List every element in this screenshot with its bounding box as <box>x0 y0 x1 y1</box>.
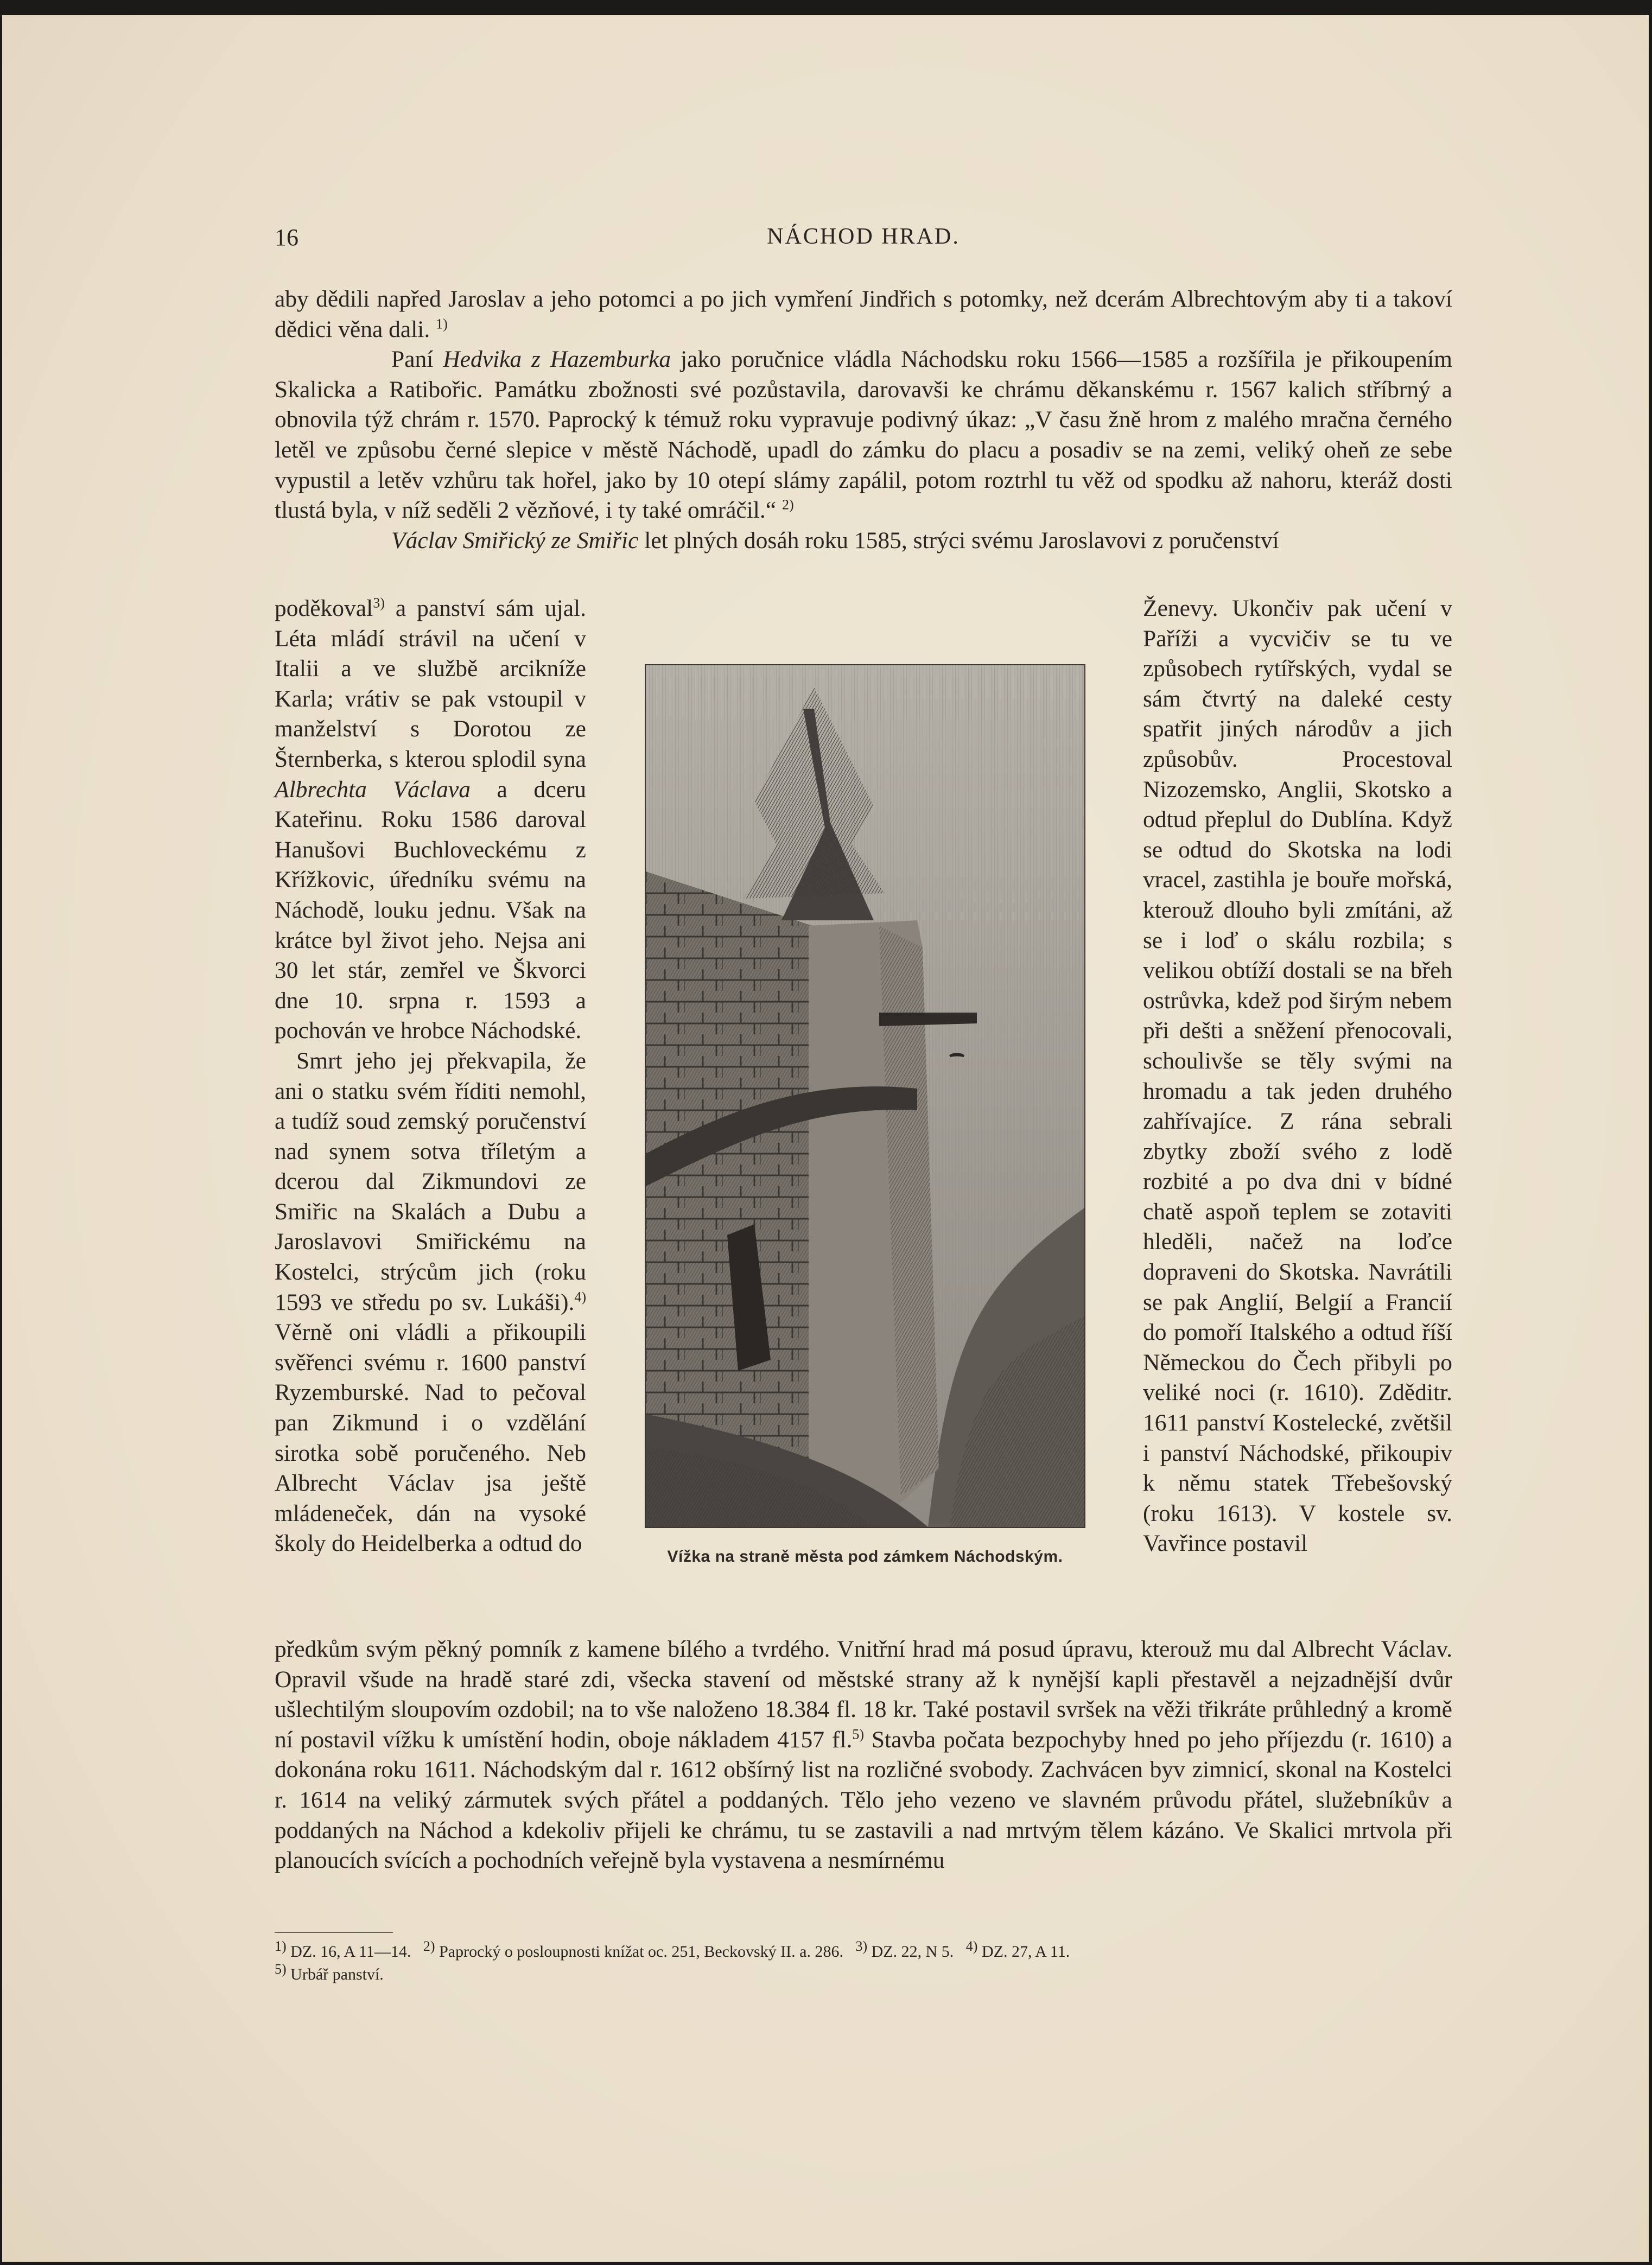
page-header <box>275 224 1452 256</box>
paragraph: poděkoval$^{3)}$ a panství sám ujal. Léta mládí strávil na učení v Italii a ve službě arcikníže Karla; vrátiv se pak vstoupil v manželství s Dorotou ze Šternberka, s kterou splodil syna Albrechta Václava a dceru Kateřinu. Roku 1586 daroval Hanušovi Buchloveckému z Křížkovic, úředníku svému na Náchodě, louku jednu. Však na krátce byl život jeho. Nejsa ani 30 let stár, zemřel ve Škvorci dne 10. srpna r. 1593 a pochován ve hrobce Náchodské. <box>275 595 587 1044</box>
paragraph: předkům svým pěkný pomník z kamene bílého a tvrdého. Vnitřní hrad má posud úpravu, kterouž mu dal Albrecht Václav. Opravil všude na hradě staré zdi, všecka stavení od městské strany až k nynější kapli přestavěl a nejzadnější dvůr ušlechtilým sloupovím ozdobil; na to vše naloženo 18.384 fl. 18 kr. Také postavil svršek na věži třikráte průhledný a kromě ní postavil vížku k umístění hodin, oboje nákladem 4157 fl.$^{5)}$ Stavba počata bezpochyby hned po jeho příjezdu (r. 1610) a dokonána roku 1611. Náchodským dal r. 1612 obšírný list na rozličné svobody. Zachvácen byv zimnicí, skonal na Kostelci r. 1614 na veliký zármutek svých přátel a poddaných. Tělo jeho vezeno ve slavném průvodu přátel, služebníkův a poddaných na Náchod a kdekoliv přijeli ke chrámu, tu se zastavili a nad mrtvým tělem kázáno. Ve Skalici mrtvola při planoucích svících a pochodních veřejně byla vystavena a nesmírnému <box>275 1636 1452 1874</box>
person-name: Hedvika z Hazemburka <box>443 346 671 373</box>
footnote-4: DZ. 27, A 11. <box>981 1943 1070 1961</box>
bottom-text <box>275 1634 1452 1876</box>
footnote-ref: 4) <box>574 1289 586 1305</box>
person-name: Václav Smiřický ze Smiřic <box>391 527 639 553</box>
footnote-2: Paprocký o posloupnosti knížat oc. 251, Beckovský II. a. 286. <box>439 1943 843 1961</box>
footnote-list: $^{1)}$ DZ. 16, A 11—14. $^{2)}$ Paprocký o posloupnosti knížat oc. 251, Beckovský II. a. 286. $^{3)}$ DZ. 22, N 5. $^{4)}$ DZ. 27, A 11. $^{5)}$ Urbář panství. <box>275 1938 1070 1983</box>
paragraph-hedvika: Paní Hedvika z Hazemburka jako poručnice vládla Náchodsku roku 1566—1585 a rozšířila je přikoupením Skalicka a Ratibořic. Památku zbožnosti své pozůstavila, darovavši ke chrámu děkanskému r. 1567 kalich stříbrný a obnovila týž chrám r. 1570. Paprocký k témuž roku vypravuje podivný úkaz: „V času žně hrom z malého mračna černého letěl ve způsobu černé slepice v městě Náchodě, upadl do zámku do placu a posadiv se na zemi, veliký oheň ze sebe vypustil a letěv vzhůru tak hořel, jako by 10 otepí slámy zapálil, potom roztrhl tu věž od spodku až nahoru, kteráž dosti tlustá byla, v níž seděli 2 vězňové, i ty také omráčil.“ $^{2)}$ <box>275 346 1453 524</box>
right-column <box>1143 594 1452 1559</box>
tower-wall-engraving <box>646 665 1084 1527</box>
top-text <box>275 284 1452 556</box>
paragraph: Ženevy. Ukončiv pak učení v Paříži a vycvičiv se tu ve způsobech rytířských, vydal se sám čtvrtý na daleké cesty spatřit jiných národův a jich způsobův. Procestoval Nizozemsko, Anglii, Skotsko a odtud přeplul do Dublína. Když se odtud do Skotska na lodi vracel, zastihla je bouře mořská, kterouž dlouho byli zmítáni, až se i loď o skálu rozbila; s velikou obtíží dostali se na břeh ostrůvka, kdež pod širým nebem při dešti a sněžení přenocovali, schoulivše se těly svými na hromadu a tak jeden druhého zahřívajíce. Z rána sebrali zbytky zboží svého z lodě rozbité a po dva dni v bídné chatě aspoň teplem se zotaviti hleděli, načež na loďce dopraveni do Skotska. Navrátili se pak Anglií, Belgií a Francií do pomoří Italského a odtud říší Německou do Čech přibyli po veliké noci (r. 1610). Zděditr. 1611 panství Kostelecké, zvětšil i panství Náchodské, přikoupiv k němu statek Třebešovský (roku 1613). V kostele sv. Vavřince postavil <box>1143 595 1452 1557</box>
footnote-ref: 5) <box>852 1726 864 1742</box>
engraving-illustration <box>645 664 1085 1528</box>
footnote-ref: 3) <box>373 595 385 611</box>
left-column <box>275 594 586 1559</box>
footnote-divider <box>275 1932 393 1933</box>
footnotes <box>275 1940 1452 1986</box>
book-page <box>2 15 1649 2262</box>
footnote-1: DZ. 16, A 11—14. <box>290 1943 411 1961</box>
figure-caption: Vížka na straně města pod zámkem Náchodským. <box>667 1548 1063 1566</box>
paragraph-vaclav: Václav Smiřický ze Smiřic let plných dosáh roku 1585, strýci svému Jaroslavovi z poručenství <box>391 527 1279 553</box>
paragraph-opening: aby dědili napřed Jaroslav a jeho potomci a po jich vymření Jindřich s potomky, než dcerám Albrechtovým aby ti a takoví dědici věna dali. $^{1)}$ <box>275 286 1452 342</box>
footnote-ref: 1) <box>436 316 448 332</box>
footnote-ref: 2) <box>781 497 794 513</box>
person-name: Albrechta Václava <box>275 776 471 803</box>
page-number: 16 <box>275 224 298 251</box>
footnote-5: Urbář panství. <box>290 1965 384 1983</box>
footnote-3: DZ. 22, N 5. <box>871 1943 954 1961</box>
paragraph: Smrt jeho jej překvapila, že ani o statku svém říditi nemohl, a tudíž soud zemský poručenství nad synem sotva tříletým a dcerou dal Zikmundovi ze Smiřic na Skalách a Dubu a Jaroslavovi Smiřickému na Kostelci, strýcům jich (roku 1593 ve středu po sv. Lukáši).$^{4)}$ Věrně oni vládli a přikoupili svěřenci svému r. 1600 panství Ryzemburské. Nad to pečoval pan Zikmund i o vzdělání sirotka sobě poručeného. Neb Albrecht Václav jsa ještě mládeneček, dán na vysoké školy do Heidelberka a odtud do <box>275 1047 586 1557</box>
running-title: NÁCHOD HRAD. <box>767 224 960 249</box>
